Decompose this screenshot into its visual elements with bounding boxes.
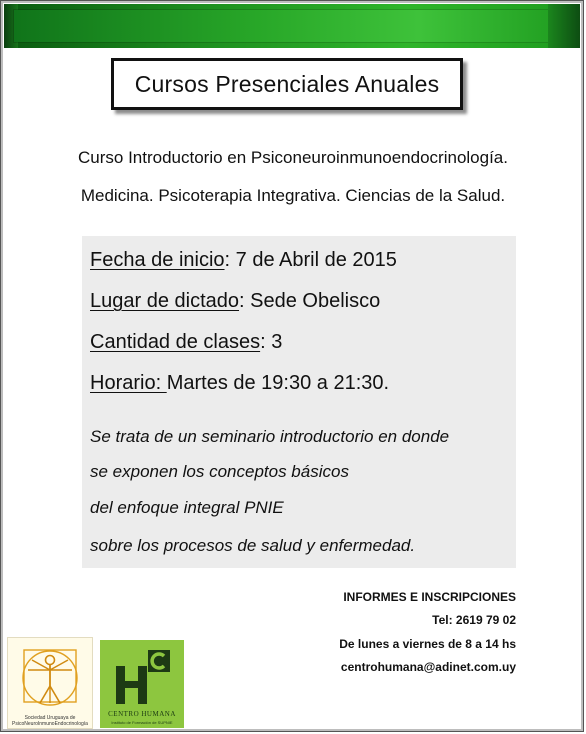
detail-value: : 7 de Abril de 2015 xyxy=(224,249,397,271)
detail-label: Fecha de inicio xyxy=(90,249,225,271)
detail-value: : 3 xyxy=(260,331,283,353)
detail-value: : Sede Obelisco xyxy=(239,290,381,312)
logo-caption: PsicoNeuroInmunoEndocrinología xyxy=(12,721,88,727)
detail-location xyxy=(90,290,380,313)
logo-name: CENTRO HUMANA xyxy=(108,710,176,718)
supnie-logo xyxy=(8,638,92,728)
hc-monogram-icon xyxy=(112,648,172,706)
detail-value: Martes de 19:30 a 21:30. xyxy=(166,372,390,394)
detail-start-date xyxy=(90,249,397,272)
description-line: se exponen los conceptos básicos xyxy=(90,462,349,481)
contact-email[interactable]: centrohumana@adinet.com.uy xyxy=(340,660,516,674)
detail-label: Lugar de dictado xyxy=(90,290,240,312)
page-title-text: Cursos Presenciales Anuales xyxy=(134,70,440,97)
detail-label: Horario: xyxy=(90,372,167,394)
logo-caption: Sociedad Uruguaya de xyxy=(24,715,76,721)
page-title xyxy=(111,58,463,110)
contact-phone: Tel: 2619 79 02 xyxy=(432,613,516,627)
logo-subtitle: Instituto de Formación de SUPNIE xyxy=(111,720,173,725)
vitruvian-figure-icon xyxy=(18,646,82,712)
subtitle-course: Curso Introductorio en Psiconeuroinmunoendocrinología. xyxy=(78,148,508,167)
description-line: del enfoque integral PNIE xyxy=(90,498,284,517)
description-line: sobre los procesos de salud y enfermedad. xyxy=(90,536,416,555)
detail-label: Cantidad de clases xyxy=(90,331,261,353)
description-line: Se trata de un seminario introductorio en donde xyxy=(90,427,450,446)
detail-schedule xyxy=(90,372,389,395)
detail-class-count xyxy=(90,331,282,354)
course-info-panel xyxy=(82,236,516,568)
subtitle-areas: Medicina. Psicoterapia Integrativa. Ciencias de la Salud. xyxy=(80,186,506,205)
contact-heading: INFORMES E INSCRIPCIONES xyxy=(343,590,516,604)
centro-humana-logo xyxy=(100,640,184,728)
contact-hours: De lunes a viernes de 8 a 14 hs xyxy=(339,637,516,651)
